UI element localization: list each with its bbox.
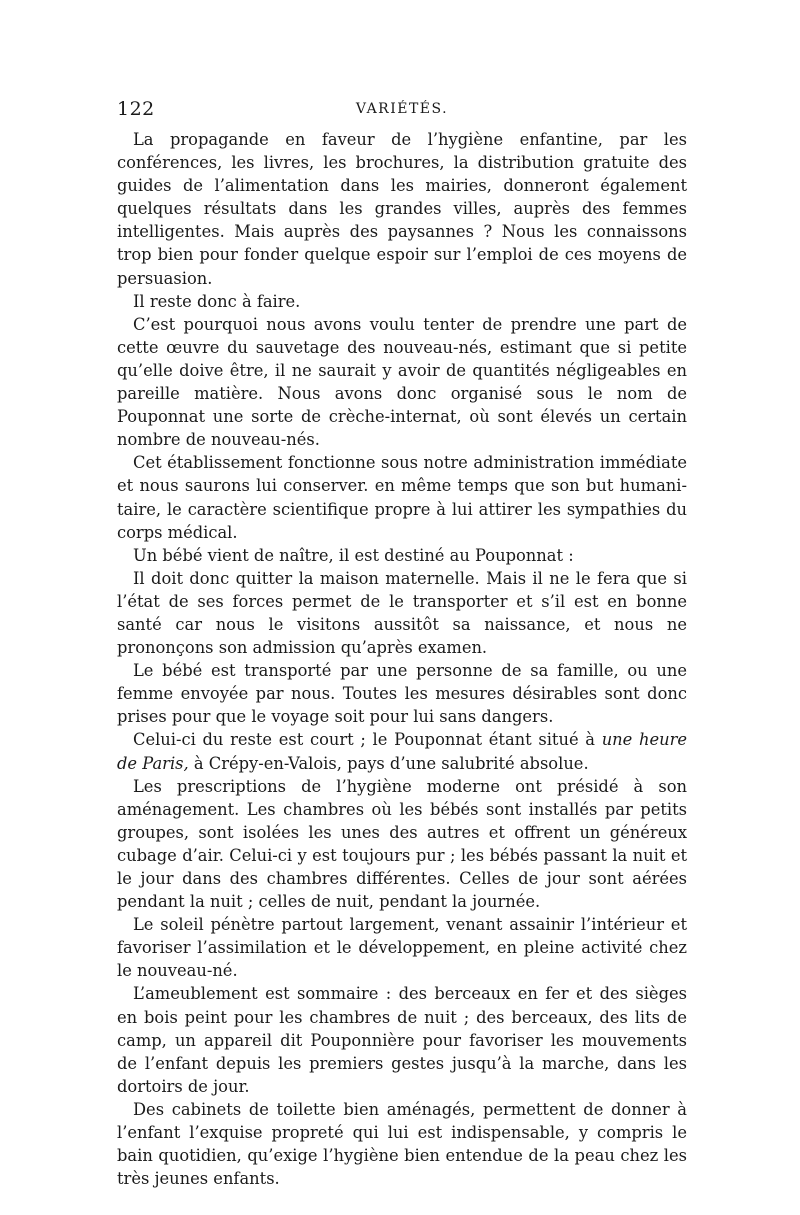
paragraph: La propagande en faveur de l’hygiène enfantine, par les conférences, les livres, les brochures, la distribution gratuite des guides de l’alimentation dans les mairies, donneront également quelques résultats dans les grandes villes, auprès des femmes intelligentes. Mais auprès des paysannes ? Nous les connaissons trop bien pour fonder quelque espoir sur l’emploi de ces moyens de persuasion. [117, 130, 687, 288]
paragraph-text: à Crépy-en-Valois, pays d’une salubrité absolue. [188, 753, 589, 773]
paragraph: Les prescriptions de l’hygiène moderne ont présidé à son aménagement. Les chambres où les bébés sont installés par petits groupes, sont isolées les unes des autres et offrent un généreux cubage d’air. Celui-ci y est toujours pur ; les bébés passant la nuit et le jour dans des chambres différentes. Celles de jour sont aérées pendant la nuit ; celles de nuit, pendant la journée. [117, 776, 687, 912]
paragraph: Des cabinets de toilette bien aménagés, permettent de donner à l’enfant l’exquise propreté qui lui est indispensable, y compris le bain quotidien, qu’exige l’hygiène bien entendue de la peau chez les très jeunes enfants. [117, 1099, 687, 1189]
paragraph: Le soleil pénètre partout largement, venant assainir l’intérieur et favoriser l’assimilation et le développement, en pleine activité chez le nouveau-né. [117, 915, 687, 981]
paragraph: Il reste donc à faire. [133, 291, 301, 311]
running-title: VARIÉTÉS. [355, 101, 449, 117]
italic-phrase: une heure de Paris, [117, 730, 688, 773]
running-head [117, 98, 687, 122]
paragraph: Un bébé vient de naître, il est destiné au Pouponnat : [133, 545, 574, 565]
paragraph: L’ameublement est sommaire : des berceaux en fer et des sièges en bois peint pour les chambres de nuit ; des berceaux, des lits de camp, un appareil dit Pouponnière pour favoriser les mouvements de l’enfant depuis les premiers gestes jusqu’à la marche, dans les dortoirs de jour. [117, 984, 687, 1096]
page-number: 122 [117, 98, 155, 120]
paragraph: Il doit donc quitter la maison maternelle. Mais il ne le fera que si l’état de ses forces permet de le transporter et s’il est en bonne santé car nous le visitons aussitôt sa naissance, et nous ne prononçons son admission qu’après examen. [117, 568, 687, 658]
paragraph-text: Celui-ci du reste est court ; le Pouponnat étant situé à [133, 730, 602, 750]
body-text [117, 128, 687, 1190]
paragraph: Cet établissement fonctionne sous notre administration immédiate et nous saurons lui conserver. en même temps que son but humanitaire, le caractère scientifique propre à lui attirer les sympathies du corps médical. [117, 453, 687, 542]
paragraph: C’est pourquoi nous avons voulu tenter de prendre une part de cette œuvre du sauvetage des nouveau-nés, estimant que si petite qu’elle doive être, il ne saurait y avoir de quantités négligeables en pareille matière. Nous avons donc organisé sous le nom de Pouponnat une sorte de crèche-internat, où sont élevés un certain nombre de nouveau-nés. [117, 314, 687, 450]
paragraph [117, 728, 687, 774]
paragraph: Le bébé est transporté par une personne de sa famille, ou une femme envoyée par nous. Toutes les mesures désirables sont donc prises pour que le voyage soit pour lui sans dangers. [117, 661, 687, 727]
